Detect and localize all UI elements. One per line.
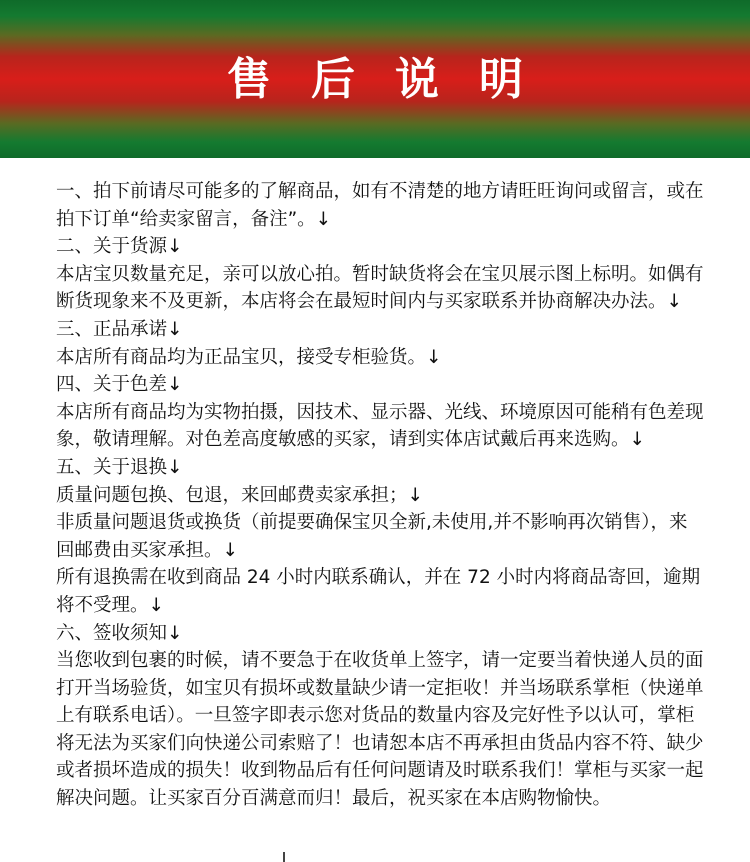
- notice-line: 当您收到包裹的时候，请不要急于在收货单上签字，请一定要当着快递人员的面: [56, 650, 704, 672]
- notice-line: 解决问题。让买家百分百满意而归！最后，祝买家在本店购物愉快。: [56, 788, 612, 810]
- page-title: 售后说明: [227, 54, 563, 105]
- section-heading-source: 二、关于货源↓: [56, 236, 183, 258]
- notice-line: 所有退换需在收到商品 24 小时内联系确认，并在 72 小时内将商品寄回，逾期: [56, 567, 701, 589]
- notice-line: 非质量问题退货或换货（前提要确保宝贝全新,未使用,并不影响再次销售），来: [56, 512, 688, 534]
- notice-line: 质量问题包换、包退，来回邮费卖家承担；↓: [56, 484, 424, 506]
- notice-line: 断货现象来不及更新，本店将会在最短时间内与买家联系并协商解决办法。↓: [56, 291, 683, 313]
- notice-line: 上有联系电话）。一旦签字即表示您对货品的数量内容及完好性予以认可，掌柜: [56, 705, 695, 727]
- divider-mark: [283, 852, 285, 862]
- notice-line: 本店宝贝数量充足，亲可以放心拍。暂时缺货将会在宝贝展示图上标明。如偶有: [56, 263, 704, 285]
- notice-line: 将不受理。↓: [56, 594, 165, 616]
- section-heading-receipt: 六、签收须知↓: [56, 622, 183, 644]
- section-heading-color: 四、关于色差↓: [56, 374, 183, 396]
- notice-line: 回邮费由买家承担。↓: [56, 539, 239, 561]
- notice-line: 本店所有商品均为实物拍摄，因技术、显示器、光线、环境原因可能稍有色差现: [56, 401, 704, 423]
- notice-line: 将无法为买家们向快递公司索赔了！也请恕本店不再承担由货品内容不符、缺少: [56, 732, 704, 754]
- notice-line: 一、拍下前请尽可能多的了解商品，如有不清楚的地方请旺旺询问或留言，或在: [56, 181, 704, 202]
- notice-line: 象，敬请理解。对色差高度敏感的买家，请到实体店试戴后再来选购。↓: [56, 429, 646, 451]
- notice-line: 或者损坏造成的损失！收到物品后有任何问题请及时联系我们！掌柜与买家一起: [56, 760, 704, 782]
- after-sales-notice: [56, 178, 704, 813]
- section-heading-authentic: 三、正品承诺↓: [56, 318, 183, 340]
- notice-line: 本店所有商品均为正品宝贝，接受专柜验货。↓: [56, 346, 442, 368]
- notice-line: 打开当场验货，如宝贝有损坏或数量缺少请一定拒收！并当场联系掌柜（快递单: [56, 677, 704, 699]
- notice-line: 拍下订单“给卖家留言，备注”。↓: [56, 208, 332, 230]
- section-heading-returns: 五、关于退换↓: [56, 456, 183, 478]
- header-banner: [0, 0, 750, 158]
